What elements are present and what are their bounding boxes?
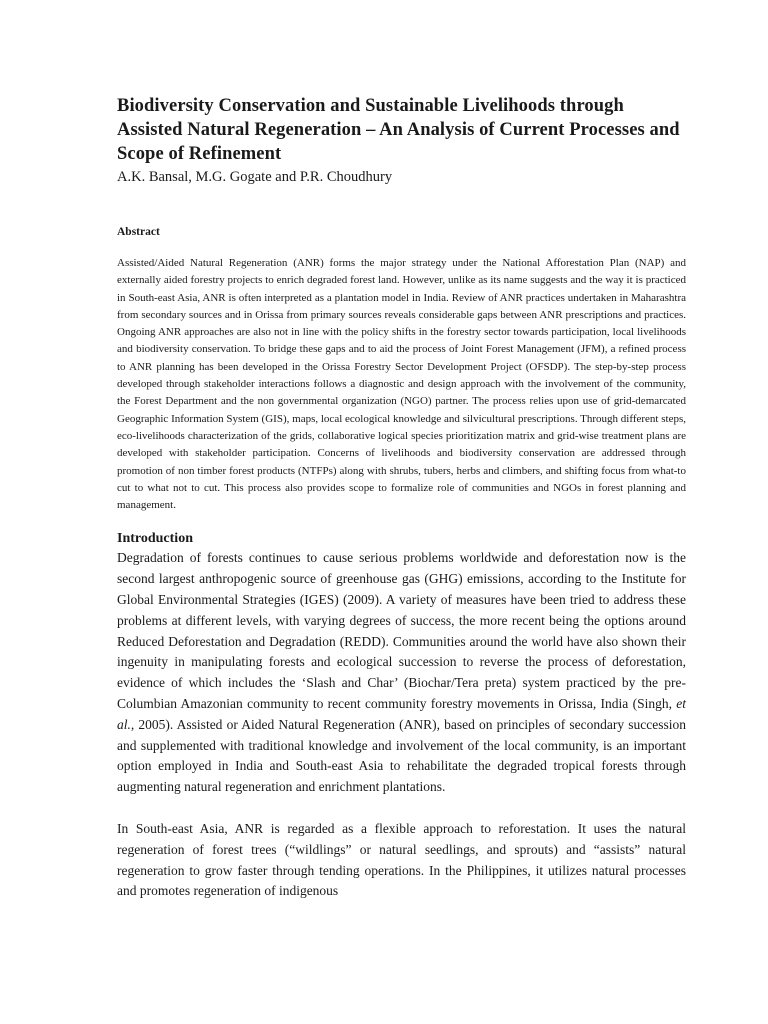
introduction-paragraph-2: In South-east Asia, ANR is regarded as a flexible approach to reforestation. It uses the natural regeneration of forest trees (“wildlings” or natural seedlings, and sprouts) and “assists” natural regeneration to grow faster through tending operations. In the Philippines, it utilizes natural processes and promotes regeneration of indigenous <box>117 821 686 899</box>
citation-et-al: et al., <box>117 696 686 732</box>
paper-title: Biodiversity Conservation and Sustainable Livelihoods through Assisted Natural Regeneration – An Analysis of Current Processes and Scope of Refinement <box>117 96 680 164</box>
introduction-paragraph-1 <box>117 548 686 798</box>
introduction-paragraph-1-part-b: 2005). Assisted or Aided Natural Regeneration (ANR), based on principles of secondary succession and supplemented with traditional knowledge and involvement of the local community, is an important option employed in India and South-east Asia to rehabilitate the degraded tropical forests through augmenting natural regeneration and enrichment plantations. <box>117 716 686 795</box>
abstract-heading: Abstract <box>117 226 160 238</box>
paper-authors: A.K. Bansal, M.G. Gogate and P.R. Choudhury <box>117 169 393 185</box>
introduction-paragraph-1-part-a: Degradation of forests continues to cause serious problems worldwide and deforestation now is the second largest anthropogenic source of greenhouse gas (GHG) emissions, according to the Institute for Global Environmental Strategies (IGES) (2009). A variety of measures have been tried to address these problems at different levels, with varying degrees of success, the more recent being the options around Reduced Deforestation and Degradation (REDD). Communities around the world have also shown their ingenuity in manipulating forests and ecological succession to reverse the process of deforestation, evidence of which includes the ‘Slash and Char’ (Biochar/Tera preta) system practiced by the pre-Columbian Amazonian community to recent community forestry movements in Orissa, India (Singh, <box>117 550 686 712</box>
introduction-heading: Introduction <box>117 531 193 547</box>
abstract-text: Assisted/Aided Natural Regeneration (ANR) forms the major strategy under the National Afforestation Plan (NAP) and externally aided forestry projects to enrich degraded forest land. However, unlike as its name suggests and the way it is practiced in South-east Asia, ANR is often interpreted as a plantation model in India. Review of ANR practices undertaken in Maharashtra from secondary sources and in Orissa from primary sources reveals considerable gaps between ANR prescriptions and practices. Ongoing ANR approaches are also not in line with the policy shifts in the forestry sector towards participation, local livelihoods and biodiversity conservation. To bridge these gaps and to aid the process of Joint Forest Management (JFM), a refined process to ANR planning has been developed in the Orissa Forestry Sector Development Project (OFSDP). The step-by-step process developed through stakeholder interactions follows a diagnostic and design approach with the involvement of the community, the Forest Department and the non governmental organization (NGO) partner. The process relies upon use of grid-demarcated Geographic Information System (GIS), maps, local ecological knowledge and silvicultural prescriptions. Through different steps, eco-livelihoods characterization of the grids, collaborative logical species prioritization matrix and grid-wise treatment plans are developed with stakeholder participation. Concerns of livelihoods and biodiversity conservation are addressed through promotion of non timber forest products (NTFPs) along with shrubs, tubers, herbs and climbers, and shifting focus from what-to cut to what not to cut. This process also provides scope to formalize role of communities and NGOs in forest planning and management. <box>117 257 686 512</box>
